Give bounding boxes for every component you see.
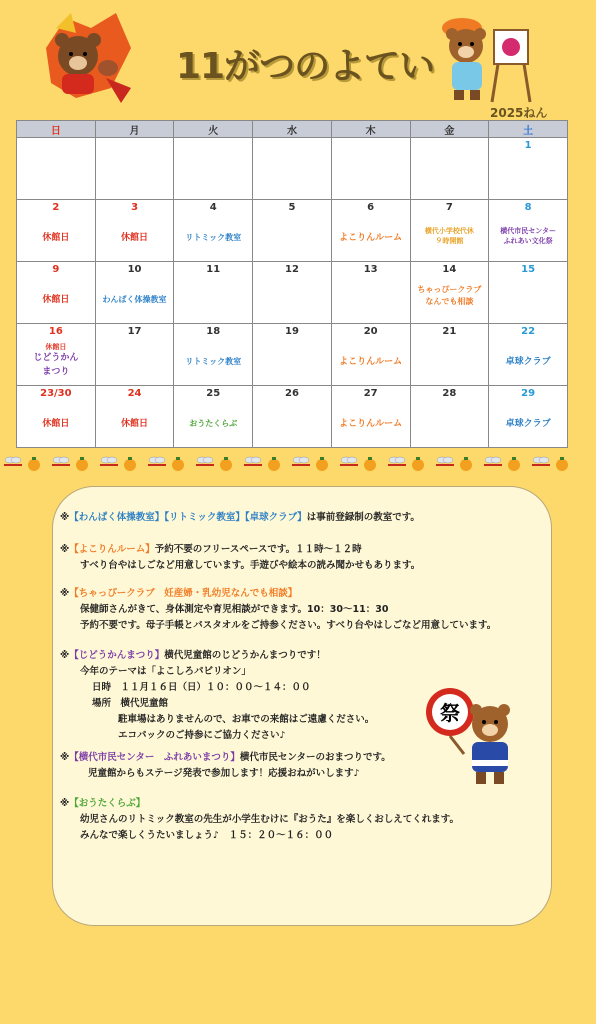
event-label: ９時開館 <box>435 237 464 245</box>
bear-festival-fan-icon <box>420 684 530 794</box>
note-text: 児童館からもステージ発表で参加します！応援おねがいします♪ <box>88 768 360 779</box>
calendar-cell <box>489 262 568 324</box>
event-label: まつり <box>42 367 70 377</box>
day-number: 3 <box>131 202 139 213</box>
calendar-cell <box>331 262 410 324</box>
day-number: 8 <box>524 202 532 213</box>
event-label: わんぱく体操教室 <box>102 295 167 304</box>
day-number: 16 <box>48 326 63 337</box>
day-number: 13 <box>363 264 378 275</box>
calendar-cell <box>17 324 96 386</box>
event-label: よこりんルーム <box>339 357 403 367</box>
event-label: 休館日 <box>42 419 70 429</box>
week-row <box>17 200 568 262</box>
note-heading: 【おうたくらぶ】 <box>69 798 146 809</box>
note-text: 横代市民センターのおまつりです。 <box>239 752 391 763</box>
day-number: 18 <box>206 326 221 337</box>
calendar-cell <box>95 138 174 200</box>
calendar-cell <box>95 324 174 386</box>
header <box>0 0 596 120</box>
day-number: 10 <box>127 264 142 275</box>
calendar-cell <box>17 200 96 262</box>
week-row <box>17 386 568 448</box>
calendar-cell <box>410 138 489 200</box>
calendar-cell <box>331 386 410 448</box>
calendar-cell <box>253 200 332 262</box>
note-heading: 【横代市民センター ふれあいまつり】 <box>69 752 240 763</box>
note-mark: ※ <box>60 588 70 599</box>
day-number: 25 <box>206 388 221 399</box>
weekday-mon: 月 <box>95 121 174 138</box>
note-text: 日時 １１月１６日（日）１０：００～１４：００ <box>92 682 311 693</box>
event-label: よこりんルーム <box>339 233 403 243</box>
day-number: 6 <box>367 202 375 213</box>
day-number: 26 <box>285 388 299 399</box>
note-heading: 【卓球クラブ】 <box>244 512 307 523</box>
note-mark: ※ <box>60 544 70 555</box>
calendar-cell <box>95 200 174 262</box>
calendar-cell <box>410 262 489 324</box>
note-text: 場所 横代児童館 <box>92 698 169 709</box>
event-label: 休館日 <box>42 233 70 243</box>
note-text: は事前登録制の教室です。 <box>306 512 420 523</box>
event-label: 休館日 <box>45 343 67 351</box>
note-mark: ※ <box>60 798 70 809</box>
day-number: 22 <box>521 326 536 337</box>
calendar-cell <box>489 200 568 262</box>
calendar-cell <box>253 324 332 386</box>
day-number: 12 <box>285 264 299 275</box>
day-number: 21 <box>442 326 457 337</box>
event-label: 休館日 <box>121 233 149 243</box>
note-text: みんなで楽しくうたいましょう♪ １５：２０～１６：００ <box>80 830 334 841</box>
note-mark: ※ <box>60 650 70 661</box>
note-heading: 【よこりんルーム】 <box>69 544 155 555</box>
calendar-cell <box>17 262 96 324</box>
note-text: エコパックのご持参にご協力ください♪ <box>118 730 286 741</box>
weekday-sun: 日 <box>17 121 96 138</box>
day-number: 29 <box>521 388 536 399</box>
note-yokorin <box>60 542 530 574</box>
note-outa <box>60 796 530 844</box>
week-row <box>17 138 568 200</box>
calendar-cell <box>174 262 253 324</box>
event-label: リトミック教室 <box>185 233 242 242</box>
day-number: 24 <box>127 388 142 399</box>
calendar-cell <box>331 138 410 200</box>
day-number: 15 <box>521 264 536 275</box>
event-label: リトミック教室 <box>185 357 242 366</box>
week-row <box>17 324 568 386</box>
calendar-cell <box>17 138 96 200</box>
note-text: 今年のテーマは「よこしろパビリオン」 <box>80 666 251 677</box>
day-number: 17 <box>127 326 142 337</box>
day-number: 4 <box>209 202 217 213</box>
event-label: 横代市民センター <box>500 227 556 235</box>
dragonfly-persimmon-divider-icon <box>0 452 596 478</box>
calendar-cell <box>331 324 410 386</box>
week-row <box>17 262 568 324</box>
day-number: 11 <box>206 264 221 275</box>
event-label: 休館日 <box>42 295 70 305</box>
event-label: なんでも相談 <box>425 297 474 306</box>
weekday-header-row <box>17 121 568 138</box>
calendar-cell <box>253 262 332 324</box>
day-number: 7 <box>445 202 453 213</box>
note-text: 保健師さんがきて、身体測定や育児相談ができます。10：30～11：30 <box>80 604 389 615</box>
calendar-cell <box>17 386 96 448</box>
day-number: 19 <box>285 326 299 337</box>
calendar-cell <box>95 262 174 324</box>
event-label: おうたくらぶ <box>189 419 238 428</box>
event-label: 休館日 <box>121 419 149 429</box>
note-chappy <box>60 586 530 634</box>
note-mark: ※ <box>60 752 70 763</box>
weekday-tue: 火 <box>174 121 253 138</box>
note-text: 横代児童館のじどうかんまつりです！ <box>164 650 326 661</box>
note-text: 駐車場はありませんので、お車での来館はご遠慮ください。 <box>118 714 375 725</box>
note-mark: ※ <box>60 512 70 523</box>
calendar-cell <box>174 386 253 448</box>
day-number: 23/30 <box>40 388 72 399</box>
day-number: 9 <box>52 264 60 275</box>
calendar-cell <box>410 386 489 448</box>
event-label: ちゃっぴークラブ <box>417 285 482 294</box>
calendar-cell <box>174 138 253 200</box>
event-label: 横代小学校代休 <box>424 227 474 235</box>
note-heading: 【リトミック教室】 <box>164 512 245 523</box>
note-heading: 【じどうかんまつり】 <box>69 650 165 661</box>
day-number: 2 <box>52 202 60 213</box>
year-label: 2025ねん <box>490 106 548 120</box>
day-number: 20 <box>363 326 378 337</box>
bear-autumn-leaves-icon <box>36 8 136 104</box>
calendar-cell <box>253 138 332 200</box>
weekday-sat: 土 <box>489 121 568 138</box>
day-number: 5 <box>288 202 296 213</box>
day-number: 27 <box>363 388 378 399</box>
weekday-fri: 金 <box>410 121 489 138</box>
note-registration <box>60 510 530 526</box>
note-text: 予約不要です。母子手帳とバスタオルをご持参ください。すべり台やはしごなど用意しています。 <box>80 620 497 631</box>
calendar-cell <box>489 386 568 448</box>
weekday-thu: 木 <box>331 121 410 138</box>
calendar-cell <box>410 200 489 262</box>
note-text: すべり台やはしごなど用意しています。手遊びや絵本の読み聞かせもあります。 <box>80 560 421 571</box>
day-number: 1 <box>524 140 532 151</box>
calendar-cell <box>174 200 253 262</box>
calendar-cell <box>489 138 568 200</box>
note-text: 予約不要のフリースペースです。１１時～１２時 <box>154 544 362 555</box>
festival-fan-text: 祭 <box>440 701 460 725</box>
calendar-table <box>16 120 568 448</box>
weekday-wed: 水 <box>253 121 332 138</box>
day-number: 28 <box>442 388 457 399</box>
event-label: よこりんルーム <box>339 419 403 429</box>
calendar-cell <box>253 386 332 448</box>
calendar-cell <box>331 200 410 262</box>
calendar-cell <box>410 324 489 386</box>
event-label: 卓球クラブ <box>505 357 551 367</box>
calendar-cell <box>95 386 174 448</box>
event-label: じどうかん <box>33 353 79 363</box>
note-heading: 【ちゃっぴークラブ 妊産婦・乳幼児なんでも相談】 <box>69 588 298 599</box>
calendar-cell <box>174 324 253 386</box>
page-title: 11がつのよてい <box>176 46 435 87</box>
bear-painter-icon <box>436 12 536 104</box>
calendar-cell <box>489 324 568 386</box>
event-label: ふれあい文化祭 <box>503 237 553 245</box>
day-number: 14 <box>442 264 457 275</box>
event-label: 卓球クラブ <box>505 419 551 429</box>
note-text: 幼児さんのリトミック教室の先生が小学生むけに『おうた』を楽しくおしえてくれます。 <box>80 814 460 825</box>
note-heading: 【わんぱく体操教室】 <box>69 512 165 523</box>
